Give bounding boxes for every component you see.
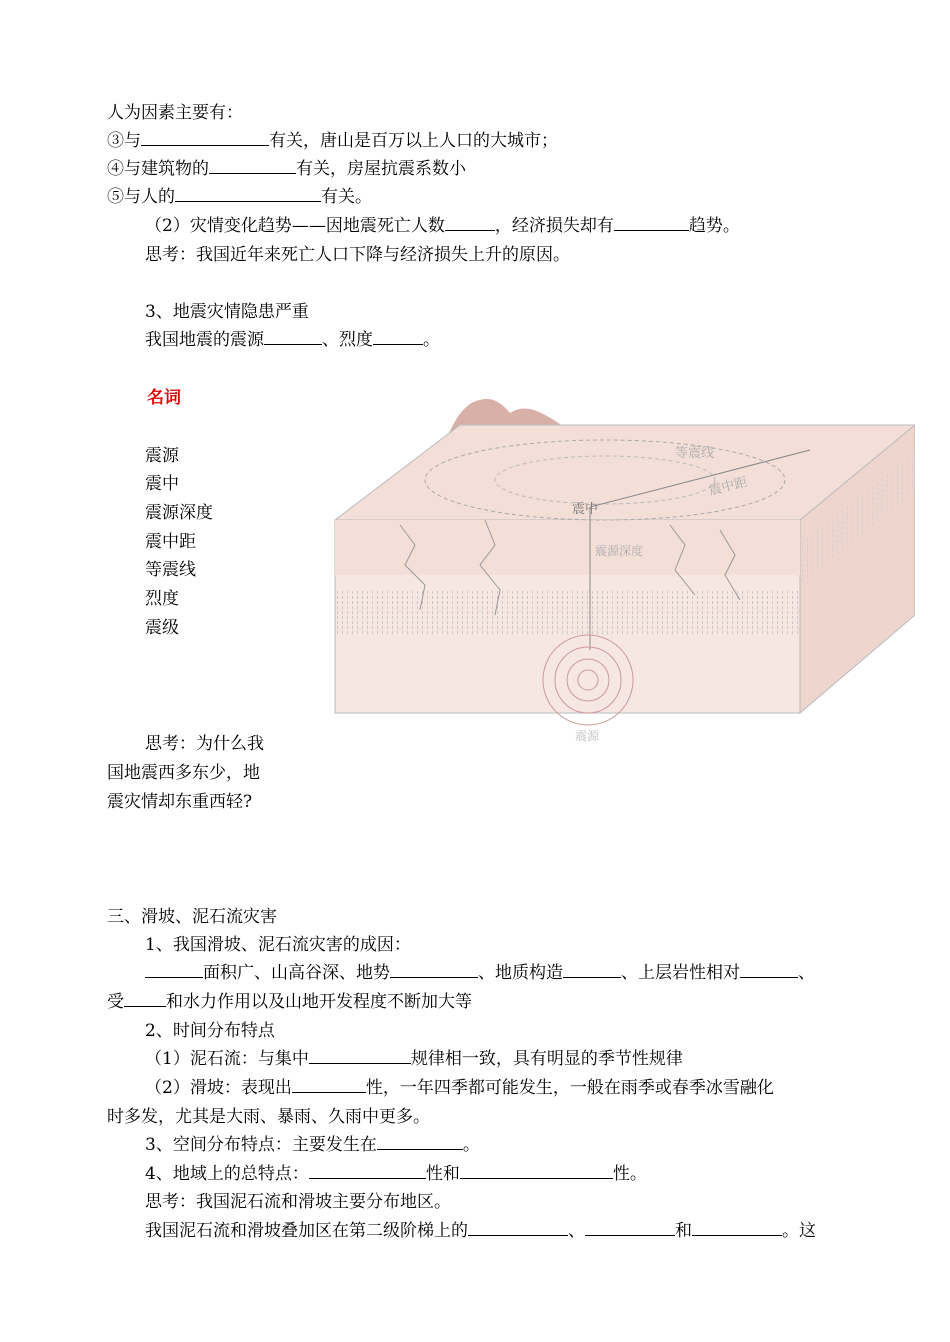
blank[interactable] xyxy=(373,327,423,345)
term-item: 震源深度 xyxy=(145,503,213,523)
time-line-2: （2）滑坡：表现出 性，一年四季都可能发生，一般在雨季或春季冰雪融化 xyxy=(145,1075,774,1101)
term-item: 震中距 xyxy=(145,532,196,552)
term-item: 震中 xyxy=(145,474,179,494)
section-b-title: 3、地震灾情隐患严重 xyxy=(145,302,309,322)
hazard-line: 我国地震的震源 、烈度 。 xyxy=(145,327,440,353)
item-5: ⑤与人的 有关。 xyxy=(107,184,372,210)
blank[interactable] xyxy=(692,1218,782,1236)
blank[interactable] xyxy=(563,960,621,978)
blank[interactable] xyxy=(141,128,269,146)
think2-line: 国地震西多东少，地 xyxy=(107,763,260,783)
label-epicentral-distance: 震中距 xyxy=(707,474,749,499)
blank[interactable] xyxy=(585,1218,675,1236)
section-c-title: 三、滑坡、泥石流灾害 xyxy=(107,907,277,927)
section-c-q1: 1、我国滑坡、泥石流灾害的成因： xyxy=(145,935,411,955)
blank[interactable] xyxy=(264,327,322,345)
term-item: 等震线 xyxy=(145,560,196,580)
term-item: 震级 xyxy=(145,618,179,638)
space-line: 3、空间分布特点：主要发生在 。 xyxy=(145,1132,480,1158)
blank[interactable] xyxy=(292,1075,366,1093)
blank[interactable] xyxy=(175,184,321,202)
label-hypocenter: 震源 xyxy=(575,729,600,743)
blank[interactable] xyxy=(740,960,798,978)
think-line-1: 思考：我国近年来死亡人口下降与经济损失上升的原因。 xyxy=(145,245,570,265)
cause-line-1: 面积广、山高谷深、地势 、地质构造 、上层岩性相对 、 xyxy=(145,960,815,986)
blank[interactable] xyxy=(614,213,689,231)
term-item: 震源 xyxy=(145,446,179,466)
blank[interactable] xyxy=(390,960,478,978)
term-item: 烈度 xyxy=(145,589,179,609)
cause-line-2: 受 和水力作用以及山地开发程度不断加大等 xyxy=(107,989,472,1015)
blank[interactable] xyxy=(377,1132,463,1150)
blank[interactable] xyxy=(309,1046,411,1064)
blank[interactable] xyxy=(209,156,296,174)
section-c-q2: 2、时间分布特点 xyxy=(145,1021,275,1041)
think2-line: 思考：为什么我 xyxy=(145,734,264,754)
terms-heading: 名词 xyxy=(147,388,181,408)
label-focal-depth: 震源深度 xyxy=(595,544,644,558)
section-intro: 人为因素主要有： xyxy=(107,103,243,123)
earthquake-diagram xyxy=(330,395,915,775)
blank[interactable] xyxy=(145,960,203,978)
layer-dotted xyxy=(335,590,800,635)
item-4: ④与建筑物的 有关，房屋抗震系数小 xyxy=(107,156,466,182)
blank[interactable] xyxy=(309,1161,426,1179)
label-isoseismal: 等震线 xyxy=(675,446,715,461)
time-line-2b: 时多发，尤其是大雨、暴雨、久雨中更多。 xyxy=(107,1107,430,1127)
trend-line: （2）灾情变化趋势——因地震死亡人数 ，经济损失却有 趋势。 xyxy=(145,213,740,239)
blank[interactable] xyxy=(468,1218,568,1236)
regional-line: 4、地域上的总特点： 性和 性。 xyxy=(145,1161,647,1187)
blank[interactable] xyxy=(460,1161,613,1179)
blank[interactable] xyxy=(445,213,495,231)
time-line-1: （1）泥石流：与集中 规律相一致，具有明显的季节性规律 xyxy=(145,1046,683,1072)
think3-line: 思考：我国泥石流和滑坡主要分布地区。 xyxy=(145,1192,451,1212)
label-epicenter: 震中 xyxy=(572,502,599,517)
item-3: ③与 有关，唐山是百万以上人口的大城市； xyxy=(107,128,558,154)
last-line: 我国泥石流和滑坡叠加区在第二级阶梯上的 、 和 。这 xyxy=(145,1218,816,1244)
blank[interactable] xyxy=(124,989,166,1007)
think2-line: 震灾情却东重西轻? xyxy=(107,792,253,812)
